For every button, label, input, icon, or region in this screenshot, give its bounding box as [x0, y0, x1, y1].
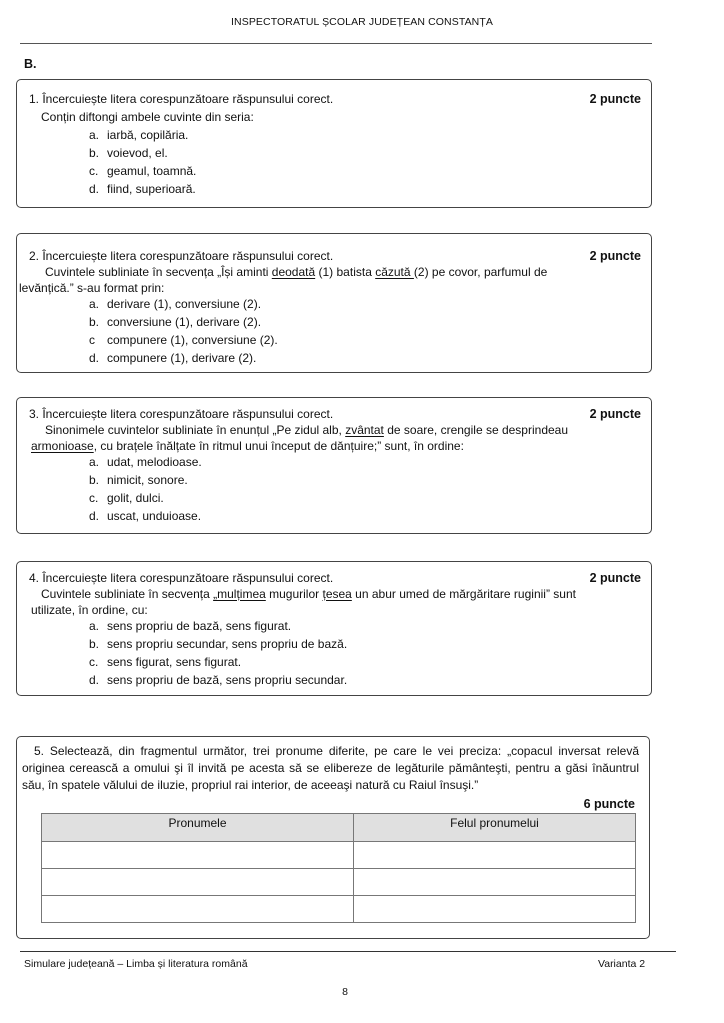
option-text: uscat, unduioase. [107, 509, 202, 523]
table-row [42, 869, 636, 896]
column-header-felul-pronumelui: Felul pronumelui [354, 814, 636, 842]
pronouns-answer-table [41, 813, 636, 923]
question-4-stem-line-2: utilizate, în ordine, cu: [31, 603, 148, 617]
question-3-option-b[interactable] [89, 473, 188, 487]
option-text: sens figurat, sens figurat. [107, 655, 242, 669]
option-text: udat, melodioase. [107, 455, 202, 469]
option-text: nimicit, sonore. [107, 473, 188, 487]
underlined-word-2: căzută [375, 265, 414, 279]
question-3-box [16, 397, 652, 534]
page-number: 8 [342, 986, 348, 998]
header-divider [20, 43, 652, 44]
option-letter: d. [89, 351, 100, 365]
underlined-word-1: zvântat [345, 423, 384, 437]
option-text: iarbă, copilăria. [107, 128, 189, 142]
answer-cell-pronoun-1[interactable] [42, 842, 354, 869]
option-letter: b. [89, 315, 100, 329]
option-letter: b. [89, 637, 100, 651]
question-1-option-b[interactable] [89, 146, 168, 160]
question-4-option-b[interactable] [89, 637, 347, 651]
question-4-option-d[interactable] [89, 673, 347, 687]
question-2-option-c[interactable] [89, 333, 278, 347]
option-text: geamul, toamnă. [107, 164, 197, 178]
answer-cell-pronoun-3[interactable] [42, 896, 354, 923]
column-header-pronumele: Pronumele [42, 814, 354, 842]
option-letter: d. [89, 509, 100, 523]
option-letter: b. [89, 146, 100, 160]
option-letter: c. [89, 164, 99, 178]
option-letter: a. [89, 128, 100, 142]
underlined-word-1: deodată [271, 265, 316, 279]
option-letter: c [89, 333, 95, 347]
question-4-option-c[interactable] [89, 655, 241, 669]
question-1-instruction: 1. Încercuiește litera corespunzătoare răspunsului corect. [29, 92, 334, 106]
answer-cell-type-3[interactable] [354, 896, 636, 923]
underlined-word-2: țesea [322, 587, 352, 601]
option-text: fiind, superioară. [107, 182, 196, 196]
option-letter: a. [89, 455, 100, 469]
question-3-instruction: 3. Încercuiește litera corespunzătoare răspunsului corect. [29, 407, 334, 421]
question-3-option-a[interactable] [89, 455, 202, 469]
question-3-stem-line-2: armonioase, cu brațele înălțate în ritmul unui început de dănțuire;” sunt, în ordine: [31, 439, 464, 453]
question-3-points: 2 puncte [589, 407, 641, 421]
question-1-option-a[interactable] [89, 128, 188, 142]
option-text: derivare (1), conversiune (2). [107, 297, 262, 311]
underlined-word-1: „mulțimea [213, 587, 266, 601]
section-label: B. [24, 57, 37, 71]
question-5-box [16, 736, 650, 939]
question-4-instruction: 4. Încercuiește litera corespunzătoare răspunsului corect. [29, 571, 334, 585]
question-2-option-d[interactable] [89, 351, 256, 365]
question-2-stem-line-2: levănțică.” s-au format prin: [19, 281, 165, 295]
question-5-points: 6 puncte [583, 797, 635, 811]
option-letter: b. [89, 473, 100, 487]
answer-cell-pronoun-2[interactable] [42, 869, 354, 896]
option-letter: d. [89, 673, 100, 687]
option-letter: a. [89, 297, 100, 311]
question-1-box [16, 79, 652, 208]
question-3-stem-line-1: Sinonimele cuvintelor subliniate în enunțul „Pe zidul alb, zvântat de soare, crengile se desprindeau [45, 423, 569, 437]
option-text: voievod, el. [107, 146, 168, 160]
question-1-option-d[interactable] [89, 182, 196, 196]
question-2-stem-line-1: Cuvintele subliniate în secvența „Își aminti deodată (1) batista căzută (2) pe covor, parfumul de [45, 265, 548, 279]
question-4-points: 2 puncte [589, 571, 641, 585]
question-5-text: 5. Selectează, din fragmentul următor, trei pronume diferite, pe care le vei preciza: „copacul inversat relevă originea cerească a omului şi îl invită pe acesta să se elibereze de legăturile pământeşti, pentru a găsi înăuntrul său, în spatele vălului de iluzie, propriul rai interior, de aceeaşi natură cu Raiul însuşi.” [22, 744, 639, 792]
question-3-option-d[interactable] [89, 509, 201, 523]
question-4-stem-line-1: Cuvintele subliniate în secvența „mulțimea mugurilor țesea un abur umed de mărgăritare ruginii” sunt [41, 587, 576, 601]
table-row [42, 896, 636, 923]
question-3-option-c[interactable] [89, 491, 164, 505]
option-text: sens propriu de bază, sens figurat. [107, 619, 292, 633]
option-text: sens propriu de bază, sens propriu secundar. [107, 673, 348, 687]
option-text: compunere (1), conversiune (2). [107, 333, 278, 347]
option-letter: a. [89, 619, 100, 633]
option-text: sens propriu secundar, sens propriu de bază. [107, 637, 348, 651]
page-header-title: INSPECTORATUL ȘCOLAR JUDEȚEAN CONSTANȚA [231, 16, 493, 28]
option-text: golit, dulci. [107, 491, 164, 505]
question-2-option-b[interactable] [89, 315, 261, 329]
question-2-box [16, 233, 652, 373]
question-2-option-a[interactable] [89, 297, 261, 311]
table-row [42, 842, 636, 869]
answer-cell-type-2[interactable] [354, 869, 636, 896]
option-text: compunere (1), derivare (2). [107, 351, 257, 365]
footer-divider [20, 951, 676, 952]
answer-cell-type-1[interactable] [354, 842, 636, 869]
option-text: conversiune (1), derivare (2). [107, 315, 262, 329]
footer-exam-title: Simulare județeană – Limba și literatura română [24, 958, 248, 970]
footer-variant: Varianta 2 [598, 958, 646, 970]
option-letter: c. [89, 491, 99, 505]
option-letter: c. [89, 655, 99, 669]
table-header-row [42, 814, 636, 842]
question-1-option-c[interactable] [89, 164, 196, 178]
question-4-option-a[interactable] [89, 619, 291, 633]
question-4-box [16, 561, 652, 696]
question-2-points: 2 puncte [589, 249, 641, 263]
question-1-stem: Conțin diftongi ambele cuvinte din seria: [41, 110, 254, 124]
underlined-word-2: armonioase [31, 439, 94, 453]
option-letter: d. [89, 182, 100, 196]
question-2-instruction: 2. Încercuiește litera corespunzătoare răspunsului corect. [29, 249, 334, 263]
question-1-points: 2 puncte [589, 92, 641, 106]
